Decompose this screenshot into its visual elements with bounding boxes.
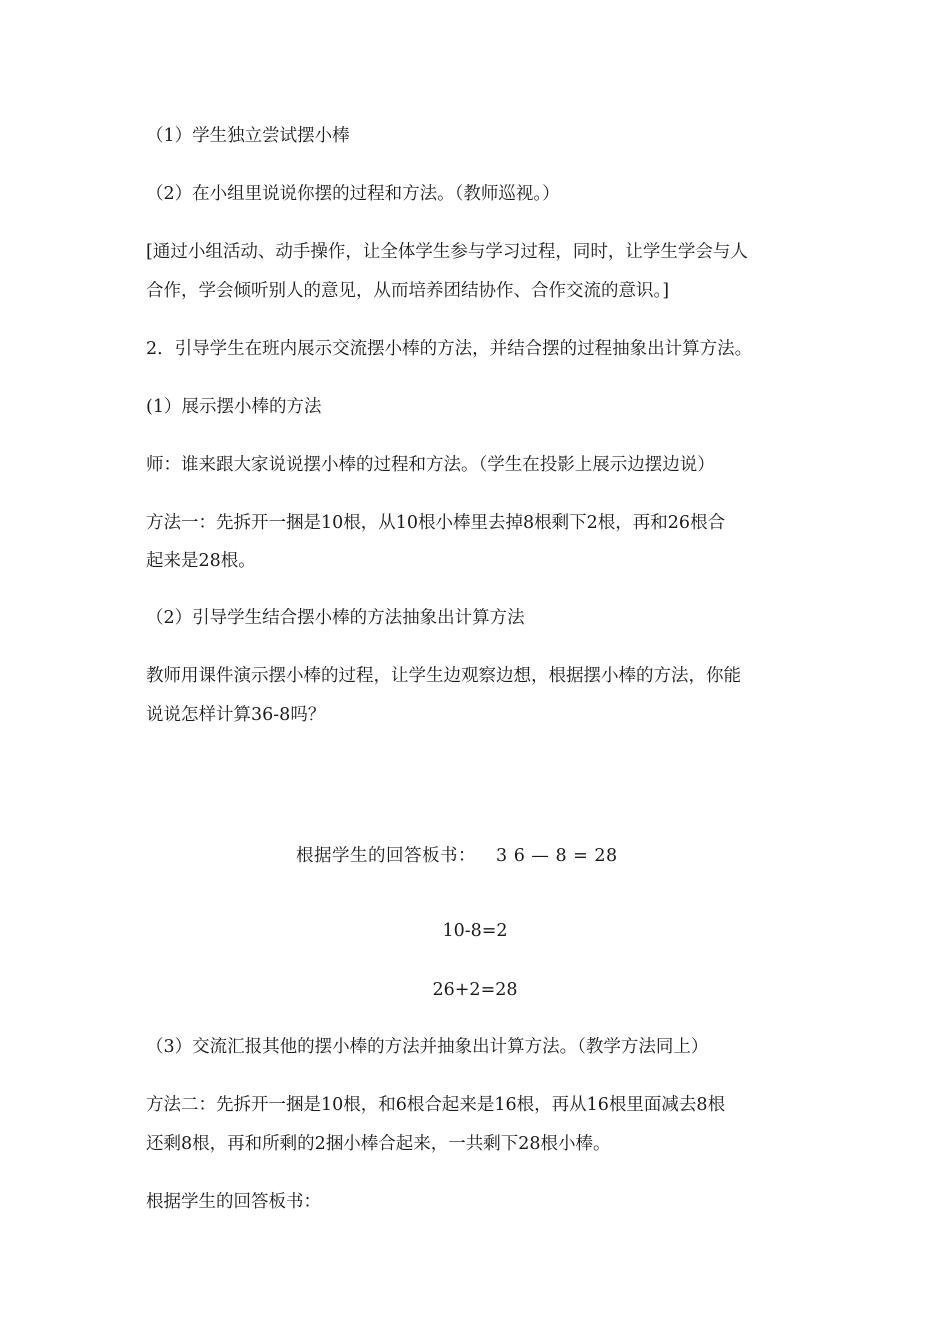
board-step-2: 26+2=28 — [432, 980, 518, 1000]
design-note-line-1: [通过小组活动、动手操作，让全体学生参与学习过程，同时，让学生学会与人 — [146, 242, 748, 262]
method-two-line-1: 方法二：先拆开一捆是10根，和6根合起来是16根，再从16根里面减去8根 — [146, 1095, 726, 1115]
step-1-independent-try: （1）学生独立尝试摆小棒 — [146, 126, 350, 146]
method-one-line-2: 起来是28根。 — [146, 551, 256, 571]
teacher-prompt: 师：谁来跟大家说说摆小棒的过程和方法。（学生在投影上展示边摆边说） — [146, 455, 715, 475]
method-two-line-2: 还剩8根，再和所剩的2捆小棒合起来，一共剩下28根小棒。 — [146, 1134, 611, 1154]
subsection-1-heading: (1）展示摆小棒的方法 — [146, 397, 322, 417]
design-note-line-2: 合作，学会倾听别人的意见，从而培养团结协作、合作交流的意识。] — [146, 281, 670, 301]
board-writing-equation — [296, 848, 618, 866]
section-2-heading: 2．引导学生在班内展示交流摆小棒的方法，并结合摆的过程抽象出计算方法。 — [146, 339, 753, 359]
board-writing-label-2: 根据学生的回答板书： — [146, 1192, 321, 1212]
method-one-line-1: 方法一：先拆开一捆是10根，从10根小棒里去掉8根剩下2根，再和26根合 — [146, 513, 726, 533]
subsection-2-heading: （2）引导学生结合摆小棒的方法抽象出计算方法 — [146, 608, 525, 628]
board-step-1: 10-8=2 — [442, 921, 508, 941]
subsection-3-heading: （3）交流汇报其他的摆小棒的方法并抽象出计算方法。（教学方法同上） — [146, 1037, 709, 1057]
teacher-demo-line-1: 教师用课件演示摆小棒的过程，让学生边观察边想，根据摆小棒的方法，你能 — [146, 666, 741, 686]
step-2-group-discussion: （2）在小组里说说你摆的过程和方法。（教师巡视。） — [146, 184, 560, 204]
teacher-demo-line-2: 说说怎样计算36-8吗？ — [146, 705, 326, 725]
board-equation: 3 6 — 8 = 28 — [496, 846, 618, 866]
board-label: 根据学生的回答板书： — [296, 846, 476, 866]
